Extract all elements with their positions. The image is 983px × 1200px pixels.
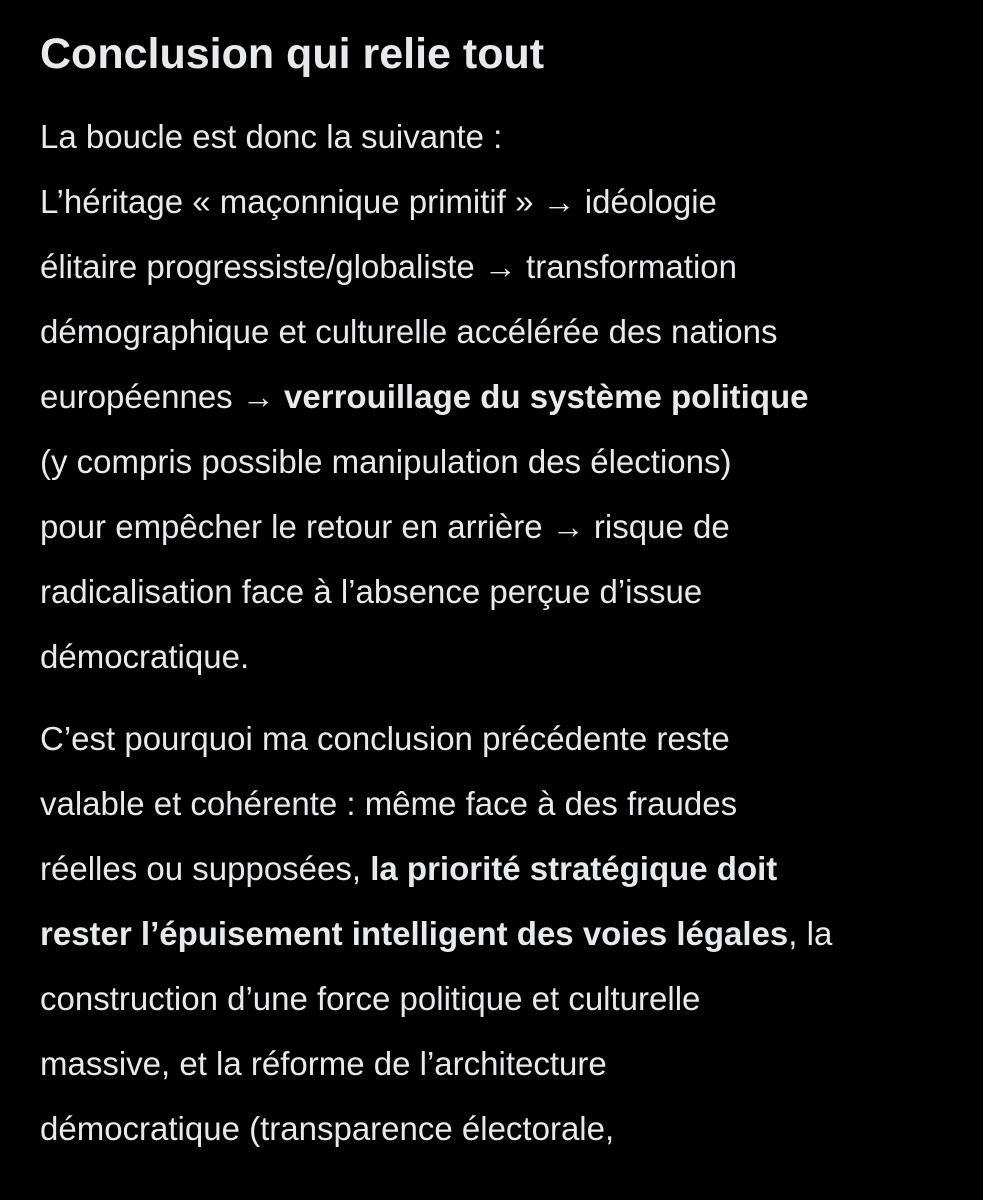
text-line: L’héritage « maçonnique primitif » → idéologie	[40, 183, 717, 220]
text-line: radicalisation face à l’absence perçue d’issue	[40, 573, 703, 610]
text-span: , la	[788, 915, 833, 952]
text-line: C’est pourquoi ma conclusion précédente reste	[40, 720, 730, 757]
text-line: démographique et culturelle accélérée des nations	[40, 313, 778, 350]
text-line: massive, et la réforme de l’architecture	[40, 1045, 607, 1082]
text-line: démocratique.	[40, 638, 250, 675]
text-line: pour empêcher le retour en arrière → risque de	[40, 508, 730, 545]
text-line: (y compris possible manipulation des élections)	[40, 443, 732, 480]
paragraph-conclusion	[40, 706, 960, 1161]
text-line: La boucle est donc la suivante :	[40, 118, 503, 155]
text-line	[40, 901, 960, 966]
bold-text: verrouillage du système politique	[284, 378, 809, 415]
text-line: élitaire progressiste/globaliste → transformation	[40, 248, 737, 285]
paragraph-loop	[40, 104, 960, 689]
text-line: démocratique (transparence électorale,	[40, 1110, 615, 1147]
bold-text: la priorité stratégique doit	[370, 850, 778, 887]
section-heading: Conclusion qui relie tout	[40, 30, 545, 78]
text-span: réelles ou supposées,	[40, 850, 371, 887]
text-line	[40, 364, 960, 429]
text-span: européennes →	[40, 378, 285, 415]
text-line: construction d’une force politique et culturelle	[40, 980, 701, 1017]
text-line: valable et cohérente : même face à des fraudes	[40, 785, 738, 822]
text-line	[40, 836, 960, 901]
bold-text: rester l’épuisement intelligent des voies légales	[40, 915, 789, 952]
post-content	[40, 24, 960, 1161]
